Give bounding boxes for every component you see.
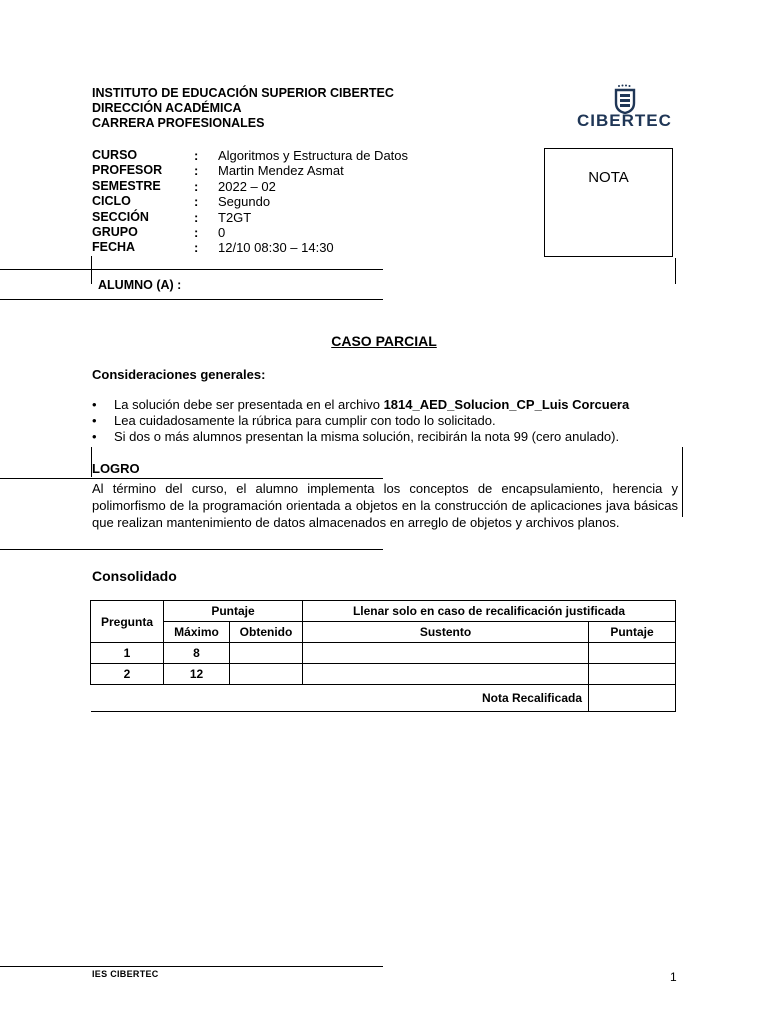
bullet-text: Lea cuidadosamente la rúbrica para cumplir con todo lo solicitado. xyxy=(114,413,496,428)
header-recalificacion: Llenar solo en caso de recalificación justificada xyxy=(303,601,676,622)
header-puntaje: Puntaje xyxy=(164,601,303,622)
info-row-curso xyxy=(92,148,408,163)
bullet-icon: • xyxy=(92,397,97,412)
footer-text: IES CIBERTEC xyxy=(92,969,159,979)
considerations-heading: Consideraciones generales: xyxy=(92,367,266,382)
header-sustento: Sustento xyxy=(303,622,589,643)
divider xyxy=(0,549,383,550)
header-puntaje-recal: Puntaje xyxy=(589,622,676,643)
divider xyxy=(0,966,383,967)
cell-sustento[interactable] xyxy=(303,664,589,685)
cell-puntaje[interactable] xyxy=(589,643,676,664)
cell-pregunta: 2 xyxy=(91,664,164,685)
info-value: T2GT xyxy=(218,209,252,225)
info-colon: : xyxy=(194,163,199,179)
institution-header xyxy=(92,86,394,131)
achievement-text: Al término del curso, el alumno implementa los conceptos de encapsulamiento, herencia y polimorfismo de la programación orientada a objetos en la construcción de aplicaciones java básicas que realizan mantenimiento de datos almacenados en arreglo de objetos y archivos planos. xyxy=(92,481,678,531)
divider xyxy=(675,258,676,284)
cell-puntaje[interactable] xyxy=(589,664,676,685)
info-row-profesor xyxy=(92,163,408,178)
cell-obtenido[interactable] xyxy=(230,643,303,664)
info-row-fecha xyxy=(92,240,408,255)
cell-nota-recalificada[interactable] xyxy=(589,685,676,712)
info-label: FECHA xyxy=(92,240,136,255)
grade-box xyxy=(544,148,673,257)
info-value: 12/10 08:30 – 14:30 xyxy=(218,240,334,256)
info-label: PROFESOR xyxy=(92,163,163,178)
header-obtenido: Obtenido xyxy=(230,622,303,643)
department-name: DIRECCIÓN ACADÉMICA xyxy=(92,101,242,115)
achievement-heading: LOGRO xyxy=(92,461,140,476)
info-label: GRUPO xyxy=(92,224,138,239)
solution-filename: 1814_AED_Solucion_CP_Luis Corcuera xyxy=(383,397,630,412)
info-value: Segundo xyxy=(218,194,271,210)
table-header-row xyxy=(91,601,676,622)
bullet-text: Si dos o más alumnos presentan la misma solución, recibirán la nota 99 (cero anulado). xyxy=(114,429,620,444)
cell-pregunta: 1 xyxy=(91,643,164,664)
info-colon: : xyxy=(194,224,199,240)
cell-obtenido[interactable] xyxy=(230,664,303,685)
info-row-seccion xyxy=(92,210,408,225)
score-table xyxy=(90,600,676,712)
logo-wordmark: CIBERTEC xyxy=(577,111,672,130)
bullet-icon: • xyxy=(92,429,97,444)
bullet-icon: • xyxy=(92,413,97,428)
info-value: 2022 – 02 xyxy=(218,178,276,194)
info-label: CURSO xyxy=(92,148,138,162)
info-row-semestre xyxy=(92,179,408,194)
divider xyxy=(0,269,383,270)
divider xyxy=(682,447,683,517)
institution-name: INSTITUTO DE EDUCACIÓN SUPERIOR CIBERTEC xyxy=(92,86,394,100)
program-name: CARRERA PROFESIONALES xyxy=(92,116,265,130)
table-subheader-row xyxy=(91,622,676,643)
nota-recalificada-label: Nota Recalificada xyxy=(91,685,589,712)
grade-label: NOTA xyxy=(588,169,629,186)
header-maximo: Máximo xyxy=(164,622,230,643)
document-title: CASO PARCIAL xyxy=(331,333,437,349)
divider xyxy=(0,299,383,300)
info-colon: : xyxy=(194,178,199,194)
divider xyxy=(0,478,383,479)
table-row xyxy=(91,643,676,664)
list-item xyxy=(92,413,629,429)
info-colon: : xyxy=(194,240,199,256)
cell-sustento[interactable] xyxy=(303,643,589,664)
cell-maximo: 8 xyxy=(164,643,230,664)
list-item xyxy=(92,397,629,413)
cell-maximo: 12 xyxy=(164,664,230,685)
table-total-row xyxy=(91,685,676,712)
table-row xyxy=(91,664,676,685)
shield-icon xyxy=(612,84,638,114)
info-label: SEMESTRE xyxy=(92,178,161,193)
list-item xyxy=(92,429,629,445)
header-pregunta: Pregunta xyxy=(91,601,164,643)
bullet-text xyxy=(114,397,629,413)
info-colon: : xyxy=(194,194,199,210)
info-colon: : xyxy=(194,209,199,225)
info-colon: : xyxy=(194,148,199,163)
info-value: Martin Mendez Asmat xyxy=(218,163,344,179)
cibertec-logo xyxy=(574,84,678,130)
page-number: 1 xyxy=(670,970,677,984)
considerations-list xyxy=(92,397,629,445)
info-row-ciclo xyxy=(92,194,408,209)
course-info xyxy=(92,148,408,256)
summary-heading: Consolidado xyxy=(92,568,177,584)
info-value: 0 xyxy=(218,224,226,240)
student-label: ALUMNO (A) : xyxy=(98,278,182,292)
info-value: Algoritmos y Estructura de Datos xyxy=(218,148,409,163)
divider xyxy=(91,256,92,284)
info-label: SECCIÓN xyxy=(92,209,149,224)
info-row-grupo xyxy=(92,225,408,240)
info-label: CICLO xyxy=(92,194,131,209)
bullet-text-prefix: La solución debe ser presentada en el archivo xyxy=(114,397,384,412)
